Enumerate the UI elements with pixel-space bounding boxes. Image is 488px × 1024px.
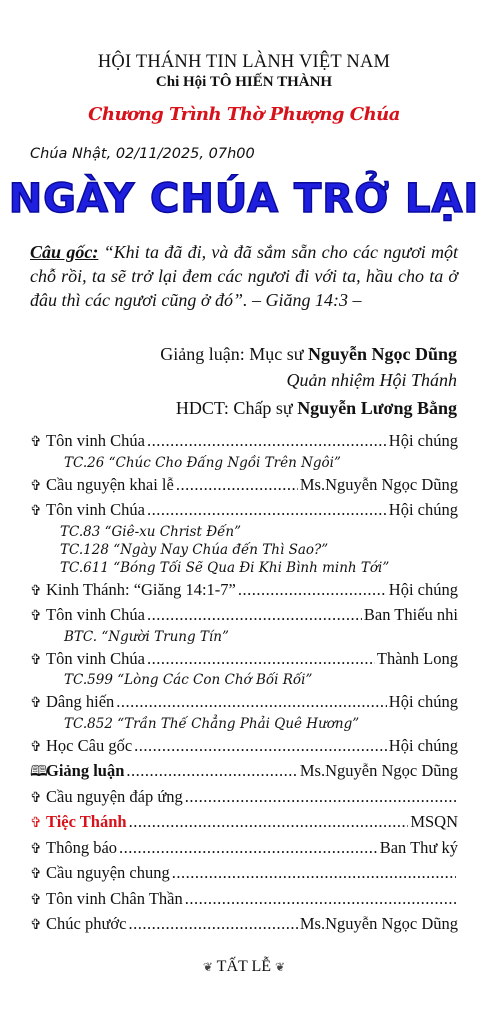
service-item — [30, 428, 458, 454]
service-item-leader: Ban Thiếu nhi — [363, 605, 458, 624]
service-item-name: Dâng hiến — [46, 692, 115, 711]
cross-icon: ✞ — [30, 583, 42, 599]
preacher-line — [160, 344, 457, 365]
dot-leader — [238, 577, 387, 603]
closing-text: TẤT LỄ — [216, 958, 272, 975]
service-item — [30, 758, 458, 784]
hymn-reference: TC.611 “Bóng Tối Sẽ Qua Đi Khi Bình minh Tới” — [60, 559, 390, 576]
key-verse — [30, 240, 458, 312]
service-item-name: Cầu nguyện chung — [46, 863, 170, 882]
host-role: HDCT: Chấp sự — [175, 398, 298, 418]
hymn-reference: TC.83 “Giê-xu Christ Đến” — [60, 523, 242, 540]
host-line — [176, 398, 457, 419]
cross-icon: ✞ — [30, 892, 42, 908]
service-item-name: Tôn vinh Chân Thần — [46, 888, 183, 908]
service-item — [30, 497, 458, 523]
program-title: Chương Trình Thờ Phượng Chúa — [88, 104, 400, 125]
fleuron-icon: ❦ — [202, 960, 213, 974]
service-item-leader: Thành Long — [376, 648, 458, 668]
cross-icon: ✞ — [30, 867, 42, 882]
service-item — [30, 689, 458, 715]
dot-leader — [126, 758, 297, 784]
sermon-theme: NGÀY CHÚA TRỞ LẠI — [8, 176, 480, 222]
dot-leader — [147, 646, 375, 672]
service-item — [30, 472, 458, 498]
hymn-reference: BTC. “Người Trung Tín” — [64, 628, 229, 645]
service-item-name: Tôn vinh Chúa — [46, 605, 145, 624]
service-item-name: Tôn vinh Chúa — [46, 648, 145, 668]
key-verse-label: Câu gốc: — [30, 242, 99, 262]
fleuron-icon: ❦ — [275, 960, 286, 974]
service-item-name: Kinh Thánh: “Giăng 14:1-7” — [46, 579, 236, 599]
hymn-reference: TC.599 “Lòng Các Con Chớ Bối Rối” — [64, 672, 313, 688]
cross-icon: ✞ — [30, 652, 42, 668]
service-item — [30, 784, 458, 810]
dot-leader — [185, 886, 456, 912]
service-item-leader: Hội chúng — [388, 500, 458, 519]
service-item — [30, 835, 458, 861]
dot-leader — [176, 472, 298, 498]
cross-icon: ✞ — [30, 478, 42, 494]
service-item-name: Tiệc Thánh — [46, 812, 127, 831]
service-item — [30, 886, 458, 912]
service-item-leader: Hội chúng — [388, 735, 458, 755]
dot-leader — [134, 733, 387, 759]
dot-leader — [172, 860, 456, 886]
service-date: Chúa Nhật, 02/11/2025, 07h00 — [30, 146, 255, 162]
dot-leader — [147, 497, 387, 523]
dot-leader — [147, 602, 362, 628]
service-item — [30, 911, 458, 937]
cross-icon: ✞ — [30, 816, 42, 831]
cross-icon: ✞ — [30, 696, 42, 711]
service-item-leader: Hội chúng — [388, 692, 458, 711]
service-item-name: Tôn vinh Chúa — [46, 431, 145, 450]
preacher-title: Quản nhiệm Hội Thánh — [286, 370, 457, 390]
order-of-service — [30, 428, 458, 937]
service-item-name: Chúc phước — [46, 914, 127, 933]
service-item-leader: Ban Thư ký — [379, 837, 458, 857]
service-item-name: Học Câu gốc — [46, 735, 133, 755]
service-item — [30, 602, 458, 628]
cross-icon: ✞ — [30, 504, 42, 519]
service-item-name: Thông báo — [46, 837, 118, 857]
service-item — [30, 733, 458, 759]
dot-leader — [129, 809, 409, 835]
service-item — [30, 809, 458, 835]
service-item — [30, 577, 458, 603]
service-item — [30, 646, 458, 672]
closing-line — [0, 958, 488, 976]
service-item-leader: Hội chúng — [388, 579, 458, 599]
service-item-leader: MSQN — [410, 812, 458, 831]
cross-icon: ✞ — [30, 739, 42, 755]
service-item-leader: Ms.Nguyễn Ngọc Dũng — [299, 474, 458, 494]
hymn-reference: TC.26 “Chúc Cho Đấng Ngồi Trên Ngôi” — [64, 454, 341, 471]
cross-icon: ✞ — [30, 609, 42, 624]
cross-icon: ✞ — [30, 435, 42, 450]
service-item-name: Tôn vinh Chúa — [46, 500, 145, 519]
cross-icon: ✞ — [30, 841, 42, 857]
service-item — [30, 860, 458, 886]
book-icon: 🕮 — [30, 764, 48, 780]
branch-name: Chi Hội TÔ HIẾN THÀNH — [155, 74, 333, 90]
hymn-reference: TC.852 “Trần Thế Chẳng Phải Quê Hương” — [64, 715, 360, 732]
dot-leader — [119, 835, 378, 861]
host-name: Nguyễn Lương Bằng — [297, 398, 457, 418]
hymn-reference: TC.128 “Ngày Nay Chúa đến Thì Sao?” — [60, 541, 329, 558]
dot-leader — [128, 911, 297, 937]
cross-icon: ✞ — [30, 918, 42, 933]
cross-icon: ✞ — [30, 790, 42, 806]
service-item-name: Cầu nguyện đáp ứng — [46, 786, 183, 806]
key-verse-text: “Khi ta đã đi, và đã sắm sẵn cho các ngươi một chỗ rồi, ta sẽ trở lại đem các ngươi đi với ta, hầu cho ta ở đâu thì các ngươi cũng ở đó”. – Giăng 14:3 – — [30, 242, 459, 310]
service-item-name: Cầu nguyện khai lễ — [46, 474, 174, 494]
organization-name: HỘI THÁNH TIN LÀNH VIỆT NAM — [97, 52, 391, 72]
service-item-leader: Hội chúng — [388, 431, 458, 450]
preacher-role: Giảng luận: Mục sư — [160, 344, 308, 364]
dot-leader — [147, 428, 387, 454]
service-item-name: Giảng luận — [46, 761, 125, 780]
preacher-name: Nguyễn Ngọc Dũng — [307, 344, 457, 364]
dot-leader — [116, 689, 387, 715]
dot-leader — [185, 784, 456, 810]
service-item-leader: Ms.Nguyễn Ngọc Dũng — [299, 761, 458, 780]
service-item-leader: Ms.Nguyễn Ngọc Dũng — [299, 914, 458, 933]
